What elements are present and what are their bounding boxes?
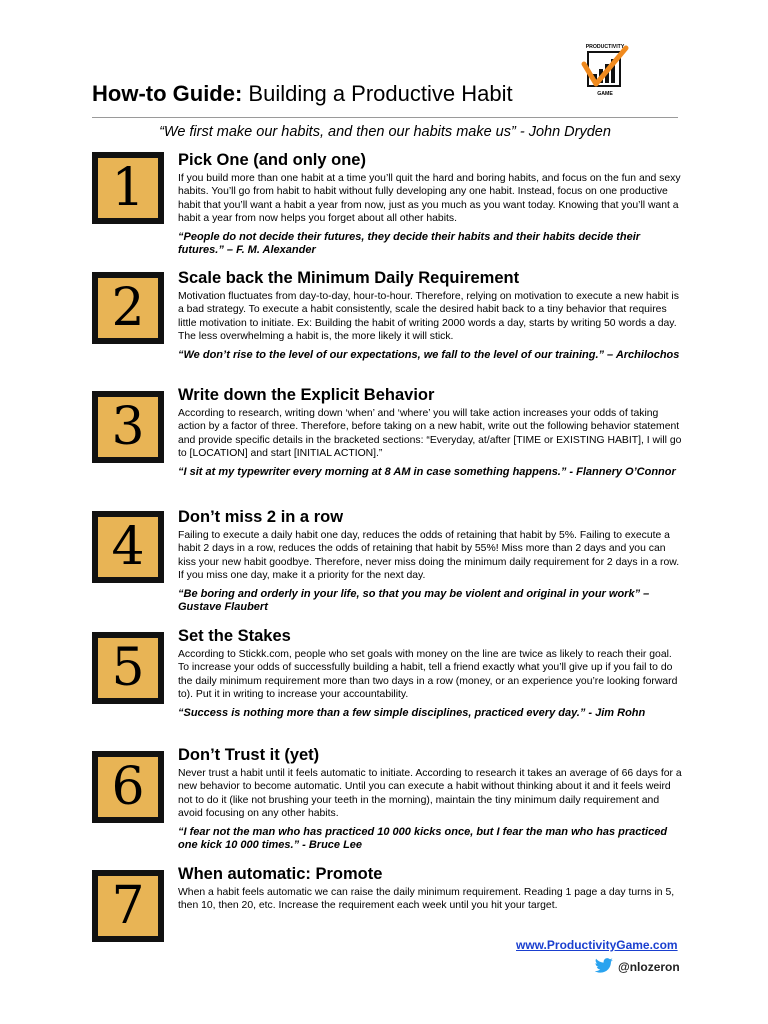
- step-number-box: 5: [92, 632, 164, 704]
- step-number-box: 1: [92, 152, 164, 224]
- title-bold: How-to Guide:: [92, 81, 243, 106]
- productivity-game-logo: [580, 42, 630, 102]
- step-body: If you build more than one habit at a time you’ll quit the hard and boring habits, and focus on the fun and sexy habits. You’ll go from habit to habit without fully developing any one habit. Instead, focus on one productive habit that you’ll want a habit a year from now, just as you much as you want today. Knowing that you’ll want a habit a year from now helps you forget about all other habits.: [178, 173, 681, 225]
- step-title: Write down the Explicit Behavior: [178, 386, 435, 404]
- step-quote: “We don’t rise to the level of our expectations, we fall to the level of our training.” – Archilochos: [178, 348, 680, 361]
- step-title: Scale back the Minimum Daily Requirement: [178, 269, 520, 287]
- step-content: [178, 745, 682, 852]
- step-quote: “Success is nothing more than a few simple disciplines, practiced every day.” - Jim Rohn: [178, 706, 646, 719]
- header: [92, 80, 652, 116]
- step-body: According to Stickk.com, people who set goals with money on the line are twice as likely to reach their goal. To increase your odds of successfully building a habit, tell a friend exactly what you’ll give up if you fail to do the daily minimum requirement more than two days in a row (money, or an experience you’re looking forward to). Put it in writing to increase your accountability.: [178, 649, 678, 701]
- step-body: When a habit feels automatic we can raise the daily minimum requirement. Reading 1 page a day turns in 5, then 10, then 20, etc. Increase the requirement each week until you hit your target.: [178, 887, 675, 912]
- step-content: [178, 385, 682, 479]
- step-body: According to research, writing down ‘when’ and ‘where’ you will take action increases your odds of taking action by a factor of three. Therefore, before taking on a new habit, write out the following behavior statement and provide specific details in the bracketed sections: “Everyday, at/after [TIME or EXISTING HABIT], I will go to [LOCATION] and start [INITIAL ACTION].”: [178, 408, 682, 460]
- step-number-box: 7: [92, 870, 164, 942]
- step-quote: “I fear not the man who has practiced 10 000 kicks once, but I fear the man who has practiced one kick 10 000 times.” - Bruce Lee: [178, 825, 668, 852]
- step-number-box: 2: [92, 272, 164, 344]
- twitter-handle[interactable]: @nlozeron: [618, 960, 680, 974]
- step-quote: “People do not decide their futures, they decide their habits and their habits decide their futures.” – F. M. Alexander: [178, 230, 641, 257]
- step-content: [178, 626, 682, 720]
- intro-quote: “We first make our habits, and then our habits make us” - John Dryden: [159, 124, 611, 140]
- title-rest: Building a Productive Habit: [242, 81, 513, 106]
- step-quote: “I sit at my typewriter every morning at 8 AM in case something happens.” - Flannery O’Connor: [178, 465, 676, 478]
- step-content: [178, 864, 682, 913]
- step-title: Set the Stakes: [178, 627, 291, 645]
- step-body: Motivation fluctuates from day-to-day, hour-to-hour. Therefore, relying on motivation to execute a new habit is a bad strategy. To execute a habit consistently, scale the desired habit back to a tiny behavior that requires little motivation to initiate. Ex: Building the habit of writing 2000 words a day, starts by writing 50 words a day. The less overwhelming a habit is, the more likely it will stick.: [178, 291, 679, 343]
- step-number-box: 3: [92, 391, 164, 463]
- step-body: Never trust a habit until it feels automatic to initiate. According to research it takes an average of 66 days for a new behavior to become automatic. Until you can execute a habit without thinking about it and it feels weird not to do it (like not brushing your teeth in the morning), maintain the tiny minimum daily requirement and avoid focusing on any other habits.: [178, 768, 682, 820]
- logo-bottom-text: GAME: [597, 91, 613, 97]
- step-content: [178, 507, 682, 614]
- step-content: [178, 150, 682, 257]
- page-title: [92, 80, 652, 108]
- logo-top-text: PRODUCTIVITY: [585, 44, 625, 50]
- step-quote: “Be boring and orderly in your life, so that you may be violent and original in your work” – Gustave Flaubert: [178, 587, 650, 614]
- step-body: Failing to execute a daily habit one day, reduces the odds of retaining that habit by 5%. Failing to execute a habit 2 days in a row, reduces the odds of retaining that habit by 55%! Miss more than 2 days and you can kiss your new habit goodbye. Therefore, never miss doing the minimum daily requirement for 2 days in a row. If you miss one day, make it a priority for the next day.: [178, 530, 680, 582]
- twitter-bird-icon: [594, 958, 614, 974]
- header-divider: [92, 117, 678, 118]
- step-title: Pick One (and only one): [178, 151, 366, 169]
- website-link[interactable]: www.ProductivityGame.com: [516, 938, 678, 952]
- step-title: When automatic: Promote: [178, 865, 383, 883]
- step-number-box: 4: [92, 511, 164, 583]
- step-title: Don’t miss 2 in a row: [178, 508, 344, 526]
- step-title: Don’t Trust it (yet): [178, 746, 320, 764]
- step-number-box: 6: [92, 751, 164, 823]
- step-content: [178, 268, 682, 362]
